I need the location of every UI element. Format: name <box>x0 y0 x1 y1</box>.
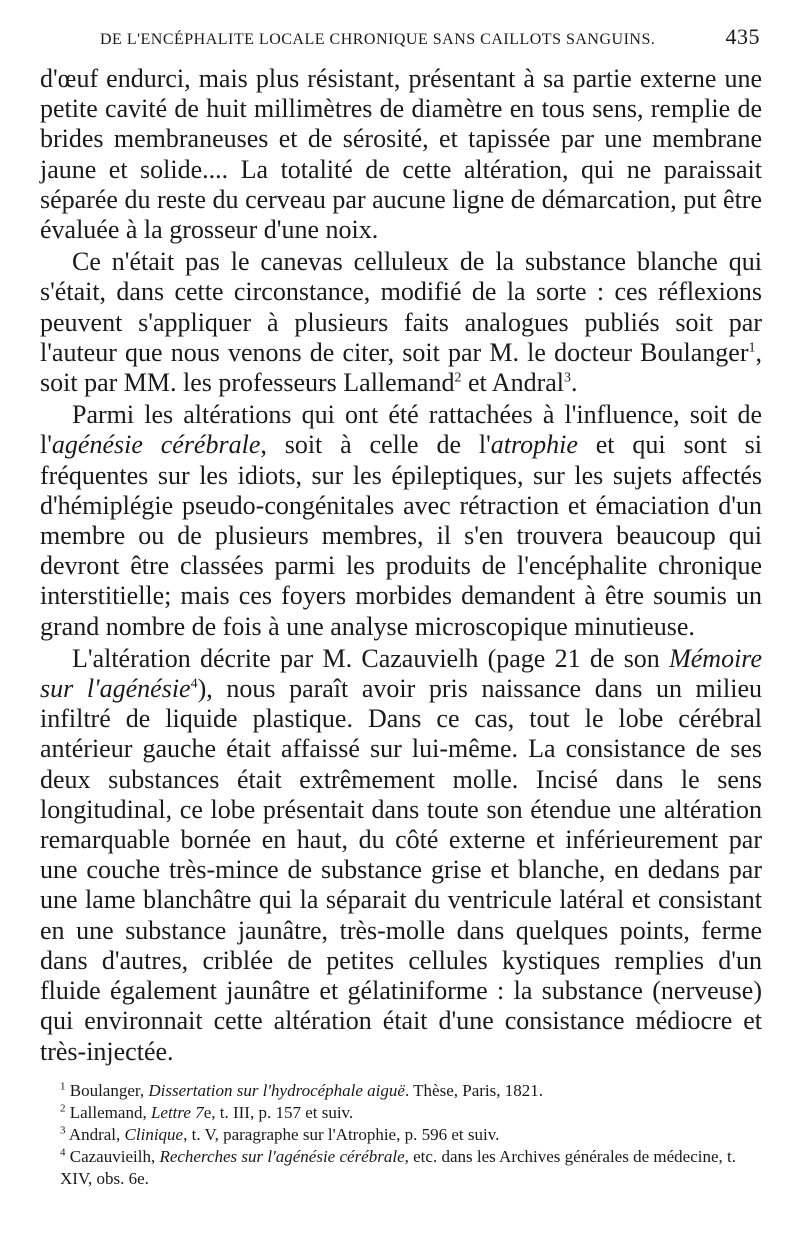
p3-italic-agenesie: agénésie cérébrale <box>51 430 261 460</box>
footnote-1-num: 1 <box>60 1080 66 1093</box>
footnote-3 <box>40 1124 740 1146</box>
footnote-4 <box>40 1146 740 1190</box>
page-number: 435 <box>725 24 760 49</box>
p3-text-c: et qui sont si fréquentes sur les idiots, sur les épileptiques, sur les sujets affectés d'hémiplégie pseudo-congénitales avec rétraction et émaciation d'un membre ou de plusieurs membres, il s'en trouvera beaucoup qui devront être classées parmi les produits de l'encéphalite chronique interstitielle; mais ces foyers morbides demandent à être soumis un grand nombre de fois à une analyse microscopique minutieuse. <box>40 430 762 641</box>
footnote-1-title: Dissertation sur l'hydrocéphale aiguë <box>148 1081 405 1100</box>
paragraph-4 <box>40 644 762 1067</box>
footnote-1-pre: Boulanger, <box>69 1081 149 1100</box>
footnote-3-title: Clinique <box>124 1125 184 1144</box>
footnote-4-title: Recherches sur l'agénésie cérébrale <box>159 1147 405 1166</box>
footnote-3-num: 3 <box>60 1124 66 1137</box>
p2-text-a: Ce n'était pas le canevas celluleux de la substance blanche qui s'était, dans cette circonstance, modifié de la sorte : ces réflexions peuvent s'appliquer à plusieurs faits analogues publiés soit par l'auteur que nous venons de citer, soit par M. le docteur Boulanger <box>40 247 762 367</box>
footnote-ref-4: 4 <box>190 676 198 692</box>
footnote-1 <box>40 1080 740 1102</box>
footnote-ref-2: 2 <box>454 370 462 386</box>
footnote-4-post: , etc. dans les Archives générales de médecine, t. XIV, obs. 6e. <box>60 1147 736 1188</box>
footnote-3-pre: Andral, <box>68 1125 125 1144</box>
paragraph-3 <box>40 400 762 642</box>
running-title: DE L'ENCÉPHALITE LOCALE CHRONIQUE SANS CAILLOTS SANGUINS. <box>100 31 656 48</box>
p3-text-b: , soit à celle de l' <box>260 430 491 460</box>
p2-text-b: , soit par MM. les professeurs Lallemand <box>40 337 762 398</box>
footnote-ref-3: 3 <box>564 370 571 386</box>
footnote-2-post: e, t. III, p. 157 et suiv. <box>203 1103 354 1122</box>
p4-text-b: ), nous paraît avoir pris naissance dans un milieu infiltré de liquide plastique. Dans ce cas, tout le lobe cérébral antérieur gauche était affaissé sur lui-même. La consistance de ses deux substances était extrêmement molle. Incisé dans le sens longitudinal, ce lobe présentait dans toute son étendue une altération remarquable bornée en haut, du côté externe et inférieurement par une couche très-mince de substance grise et blanche, en dedans par une lame blanchâtre qui la séparait du ventricule latéral et consistant en une substance jaunâtre, très-molle dans quelques points, ferme dans d'autres, criblée de petites cellules kystiques remplies d'un fluide également jaunâtre et gélatiniforme : la substance (nerveuse) qui environnait cette altération était d'une consistance médiocre et très-injectée. <box>40 674 762 1066</box>
p3-italic-atrophie: atrophie <box>490 430 578 460</box>
footnote-3-post: , t. V, paragraphe sur l'Atrophie, p. 596 et suiv. <box>183 1125 500 1144</box>
footnote-1-post: . Thèse, Paris, 1821. <box>404 1081 543 1100</box>
footnote-2-pre: Lallemand, <box>69 1103 151 1122</box>
paragraph-1: d'œuf endurci, mais plus résistant, présentant à sa partie externe une petite cavité de huit millimètres de diamètre en tous sens, remplie de brides membraneuses et de sérosité, et tapissée par une membrane jaune et solide.... La totalité de cette altération, qui ne paraissait séparée du reste du cerveau par aucune ligne de démarcation, put être évaluée à la grosseur d'une noix. <box>40 64 762 245</box>
footnote-ref-1: 1 <box>748 340 756 356</box>
footnote-2 <box>40 1102 740 1124</box>
p2-text-c: et Andral <box>461 368 564 398</box>
running-header <box>100 24 760 50</box>
footnote-2-num: 2 <box>60 1102 66 1115</box>
paragraph-2 <box>40 247 762 398</box>
footnote-4-pre: Cazauvieilh, <box>69 1147 160 1166</box>
p2-text-d: . <box>571 368 578 398</box>
p3-text-a: Parmi les altérations qui ont été rattachées à l'influence, soit de l' <box>40 400 762 460</box>
main-text <box>40 64 762 1067</box>
p4-italic-memoire: Mémoire sur l'agénésie <box>40 643 762 704</box>
footnote-2-title: Lettre 7 <box>150 1103 204 1122</box>
footnotes <box>40 1080 740 1190</box>
p4-text-a: L'altération décrite par M. Cazauvielh (page 21 de son <box>72 643 670 673</box>
footnote-4-num: 4 <box>60 1146 66 1159</box>
